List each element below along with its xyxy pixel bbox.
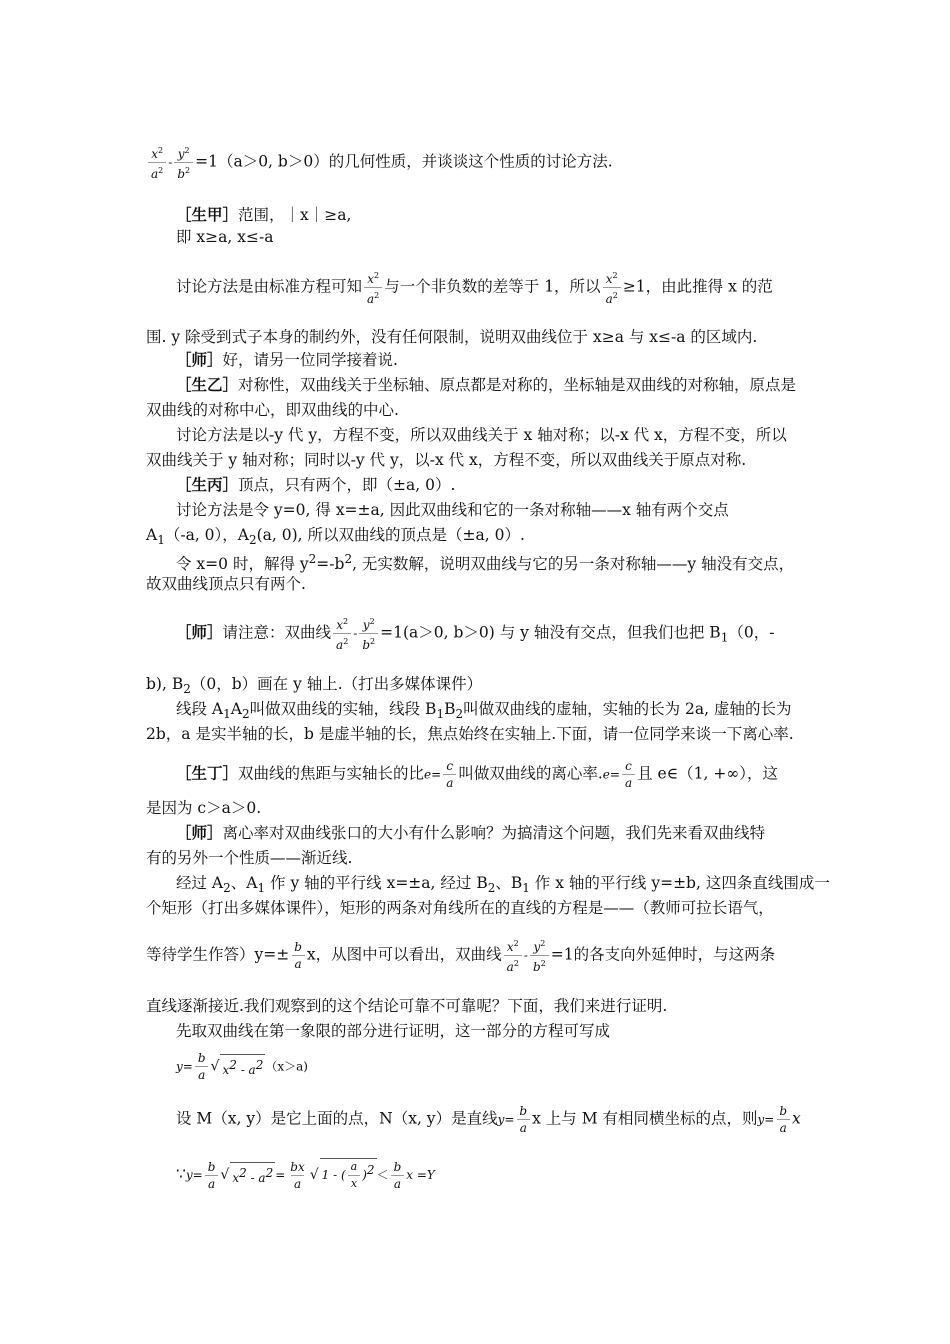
fraction: $\frac{c}{a}$ — [443, 758, 456, 791]
dialogue-line: ［生乙］对称性，双曲线关于坐标轴、原点都是对称的，坐标轴是双曲线的对称轴，原点是 — [176, 376, 797, 394]
fraction: $\frac{y^2}{b^2}$ — [530, 936, 549, 975]
text-line: 先取双曲线在第一象限的部分进行证明，这一部分的方程可写成 — [176, 1022, 611, 1040]
text-line: 双曲线关于 y 轴对称；同时以-y 代 y，以-x 代 x，方程不变，所以双曲线关于原点对称. — [146, 451, 747, 469]
fraction: $\frac{a}{x}$ — [348, 1159, 361, 1192]
speaker-label: ［生丁］ — [176, 764, 239, 783]
fraction: $\frac{c}{a}$ — [622, 758, 635, 791]
dialogue-line: ［生丁］双曲线的焦距与实轴长的比e= $\frac{c}{a}$ 叫做双曲线的离心率.e= $\frac{c}{a}$ 且 e∈（1, +∞），这 — [176, 759, 779, 790]
equation-line: y= $\frac{b}{a}$ √ $x^2 - a^2$ （x＞a) — [176, 1051, 308, 1082]
fraction: $\frac{y^2}{b^2}$ — [174, 143, 193, 182]
dialogue-line: ［师］好，请另一位同学接着说. — [176, 351, 398, 369]
text-line: 讨论方法是令 y=0, 得 x=±a, 因此双曲线和它的一条对称轴——x 轴有两个交点 — [176, 501, 729, 519]
fraction: $\frac{b}{a}$ — [516, 1103, 530, 1136]
sqrt-sign: √ — [220, 1167, 230, 1183]
text-line: 令 x=0 时，解得 $y^2=-b^2$, 无实数解，说明双曲线与它的另一条对称轴——y 轴没有交点， — [176, 552, 795, 574]
text-line: 故双曲线顶点只有两个. — [146, 575, 306, 593]
dialogue-line: ［生丙］顶点，只有两个，即（±a, 0）. — [176, 476, 456, 494]
text-line: 个矩形（打出多媒体课件），矩形的两条对角线所在的直线的方程是——（教师可拉长语气， — [146, 899, 774, 917]
dialogue-line: ［师］离心率对双曲线张口的大小有什么影响？为搞清这个问题，我们先来看双曲线特 — [176, 824, 766, 842]
fraction: $\frac{b}{a}$ — [205, 1159, 219, 1192]
text-line: 即 x≥a, x≤-a — [176, 228, 274, 246]
text-line: b), $B_2(0$，b）画在 y 轴上.（打出多媒体课件） — [146, 675, 483, 697]
fraction: $\frac{b}{a}$ — [391, 1159, 405, 1192]
fraction: $\frac{x^2}{a^2}$ — [364, 268, 382, 307]
fraction: $\frac{x^2}{a^2}$ — [603, 268, 621, 307]
dialogue-line: ［生甲］范围，｜x｜≥a, — [176, 206, 352, 224]
speaker-label: ［师］ — [176, 623, 223, 642]
speaker-label: ［生乙］ — [176, 376, 239, 394]
speaker-label: ［生甲］ — [176, 206, 239, 224]
text-line: 是因为 c＞a＞0. — [146, 799, 262, 817]
dialogue-line: ［师］请注意：双曲线 $\frac{x^2}{a^2}$ - $\frac{y^2}{b^2}$ =1(a＞0, b＞0) 与 y 轴没有交点，但我们也把 $B_1(0$，- — [176, 614, 774, 653]
text-line: 设 M（x, y）是它上面的点，N（x, y）是直线y= $\frac{b}{a}$ x 上与 M 有相同横坐标的点，则y= $\frac{b}{a}$ x — [176, 1104, 801, 1135]
text-line: 直线逐渐接近.我们观察到的这个结论可靠不可靠呢？下面，我们来进行证明. — [146, 997, 668, 1015]
fraction: $\frac{x^2}{a^2}$ — [148, 143, 166, 182]
text-line: 围. y 除受到式子本身的制约外，没有任何限制，说明双曲线位于 x≥a 与 x≤-a 的区域内. — [146, 328, 758, 346]
text-line: 经过 $A_2$、$A_1$ 作 y 轴的平行线 x=±a, 经过 $B_2$、$B_1$ 作 x 轴的平行线 y=±b, 这四条直线围成一 — [176, 874, 830, 896]
text-line: 2b，a 是实半轴的长，b 是虚半轴的长，焦点始终在实轴上.下面，请一位同学来谈一下离心率. — [146, 725, 794, 743]
text-line: 有的另外一个性质——渐近线. — [146, 849, 353, 867]
fraction: $\frac{b}{a}$ — [291, 939, 305, 972]
fraction: $\frac{x^2}{a^2}$ — [333, 614, 351, 653]
speaker-label: ［师］ — [176, 824, 223, 842]
fraction: $\frac{bx}{a}$ — [290, 1159, 305, 1191]
text-line: 双曲线的对称中心，即双曲线的中心. — [146, 401, 399, 419]
text-line: 讨论方法是由标准方程可知 $\frac{x^2}{a^2}$ 与一个非负数的差等于 1，所以 $\frac{x^2}{a^2}$ ≥1，由此推得 x 的范 — [176, 268, 773, 307]
fraction: $\frac{y^2}{b^2}$ — [359, 614, 378, 653]
sqrt-sign: √ — [210, 1058, 220, 1075]
text-line: 线段 $A_1A_2$叫做双曲线的实轴，线段 $B_1B_2$叫做双曲线的虚轴，实轴的长为 2a, 虚轴的长为 — [176, 700, 792, 722]
text-line: $A_1(-a$, 0），$A_2(a$, 0), 所以双曲线的顶点是（±a, 0）. — [146, 526, 525, 548]
intro-line: $\frac{x^2}{a^2}$ - $\frac{y^2}{b^2}$ =1（a＞0, b＞0）的几何性质，并谈谈这个性质的讨论方法. — [146, 143, 613, 182]
text-line: 等待学生作答）y=± $\frac{b}{a}$ x，从图中可以看出，双曲线 $\frac{x^2}{a^2}$ - $\frac{y^2}{b^2}$ =1的各支向外延伸时，与这两条 — [146, 936, 775, 975]
fraction: $\frac{b}{a}$ — [195, 1050, 209, 1083]
fraction: $\frac{x^2}{a^2}$ — [504, 936, 522, 975]
speaker-label: ［师］ — [176, 351, 223, 369]
text-line: 讨论方法是以-y 代 y，方程不变，所以双曲线关于 x 轴对称；以-x 代 x，方程不变，所以 — [176, 426, 787, 444]
speaker-label: ［生丙］ — [176, 476, 239, 494]
sqrt-sign: √ — [309, 1167, 319, 1183]
fraction: $\frac{b}{a}$ — [776, 1103, 790, 1136]
equation-line: ∵y= $\frac{b}{a}$ √ $x^2 - a^2$ = $\frac{bx}{a}$ √ 1 - ( $\frac{a}{x}$ )$^2$ ＜ $\frac{b}{a}$ x =Y — [176, 1159, 435, 1191]
